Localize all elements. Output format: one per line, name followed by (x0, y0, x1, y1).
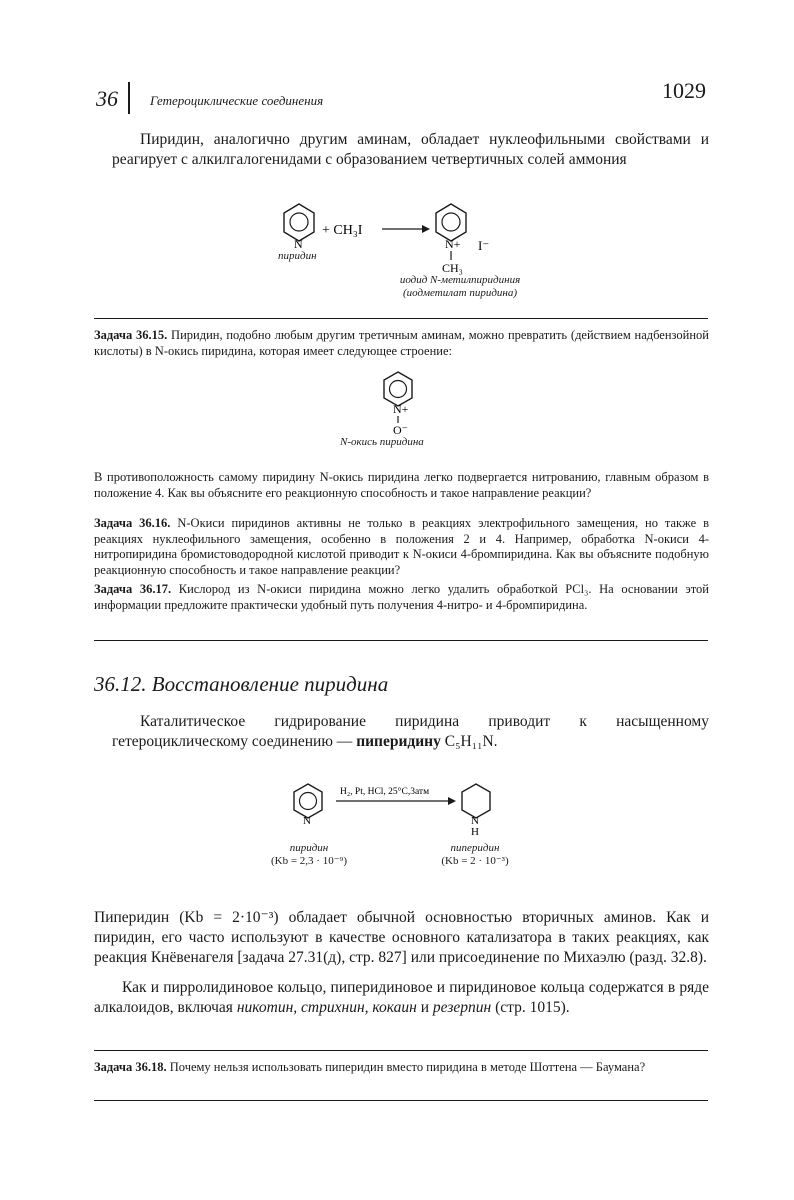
pyridinium-n-atom: N+ (445, 237, 461, 251)
pyridine-caption (254, 842, 364, 868)
task-36-15-text: Пиридин, подобно любым другим третичным аминам, можно превратить (действием надбензойной кислоты) в N-окись пиридина, которая имеет следующее строение: (94, 328, 709, 358)
paragraph-2-end: (стр. 1015). (491, 999, 570, 1016)
task-36-17-text: Кислород из N-окиси пиридина можно легко удалить обработкой PCl₃. На основании этой информации предложите практически удобный путь получения 4-нитро- и 4-бромпиридина. (94, 582, 709, 612)
pyridine-label-2: пиридин (289, 842, 329, 854)
hydrogenation-arrow (336, 797, 456, 805)
n-oxide-n-atom: N+ (393, 402, 409, 416)
product-caption (360, 274, 560, 300)
n-oxide-paragraph: В противоположность самому пиридину N-окись пиридина легко подвергается нитрованию, главным образом в положение 4. Как вы объясните его реакционную способность и такое направление реакции? (94, 470, 709, 500)
methyl-group: CH₃ (442, 261, 463, 275)
pyridine-label: пиридин (278, 250, 317, 262)
task-36-16-text: N-Окиси пиридинов активны не только в реакциях электрофильного замещения, но также в реакциях нуклеофильного замещения, особенно в положения 2 и 4. Например, обработка N-окиси 4-нитропиридина бромистоводородной кислотой приводит к N-окиси 4-бромпиридина. Как вы объясните подобную реакционную способность и такое направление реакции? (94, 516, 709, 577)
task-36-16-label: Задача 36.16. (94, 516, 171, 530)
reaction-arrow (382, 225, 430, 233)
piperidine-term: пиперидину (356, 733, 441, 750)
task-36-16 (94, 516, 709, 578)
pyridine-n-atom: N (294, 237, 303, 251)
running-title: Гетероциклические соединения (150, 93, 324, 108)
piperidine-kb: (Kb = 2 · 10⁻³) (441, 855, 509, 867)
task-36-17 (94, 582, 709, 613)
piperidine-n-atom: N (471, 815, 479, 827)
task-divider-bottom (94, 640, 708, 641)
task-36-15 (94, 328, 709, 359)
product-label-line-2: (иодметилат пиридина) (402, 287, 518, 299)
section-heading: 36.12. Восстановление пиридина (94, 672, 389, 696)
alkaloids-list: никотин, стрихнин, кокаин (236, 999, 417, 1016)
n-oxide-o-atom: O⁻ (393, 423, 408, 437)
pyridine-n-atom-2: N (303, 815, 311, 827)
n-oxide-label: N-окись пиридина (340, 436, 424, 448)
task-36-18-divider-top (94, 1050, 708, 1051)
task-36-17-label: Задача 36.17. (94, 582, 172, 596)
and-word: и (416, 999, 433, 1016)
methylpyridinium-ring-structure (436, 204, 489, 275)
pyridine-n-oxide-diagram (370, 368, 450, 438)
piperidine-paragraph-2 (94, 978, 709, 1018)
chapter-number: 36 (96, 86, 118, 111)
page-number: 1029 (662, 78, 706, 103)
product-label-line-1: иодид N-метилпиридиния (399, 274, 521, 286)
piperidine-h-atom: H (471, 826, 479, 838)
reserpine-term: резерпин (432, 999, 492, 1016)
reaction-conditions: H₂, Pt, HCl, 25°C,3атм (340, 787, 430, 797)
task-36-18 (94, 1060, 709, 1076)
piperidine-ring-structure (462, 784, 490, 838)
iodide-ion: I⁻ (478, 238, 490, 253)
piperidine-formula: C₅H₁₁N. (440, 733, 498, 750)
intro-paragraph: Пиридин, аналогично другим аминам, обладает нуклеофильными свойствами и реагирует с алкилгалогенидами с образованием четвертичных солей аммония (112, 131, 709, 168)
piperidine-paragraph-1: Пиперидин (Kb = 2·10⁻³) обладает обычной основностью вторичных аминов. Как и пиридин, его часто используют в качестве основного катализатора в таких реакциях, как реакция Кнёвенагеля [задача 27.31(д), стр. 827] или присоединение по Михаэлю (разд. 32.8). (94, 909, 709, 966)
piperidine-label: пиперидин (450, 842, 500, 854)
pyridine-ring-structure (284, 204, 314, 251)
piperidine-caption (420, 842, 530, 868)
task-36-18-divider-bottom (94, 1100, 708, 1101)
methyl-iodide-reagent: + CH₃I (322, 223, 363, 238)
paragraph-2-start: Как и пирролидиновое кольцо, пиперидиновое и пиридиновое кольца содержатся в ряде алкалоидов, включая (94, 979, 709, 1016)
section-paragraph (112, 712, 709, 752)
header-divider (128, 82, 130, 114)
pyridine-ring-structure-2 (294, 784, 322, 827)
hydrogenation-reaction-diagram (280, 780, 520, 840)
section-paragraph-text: Каталитическое гидрирование пиридина приводит к насыщенному гетероциклическому соединению — (112, 713, 709, 750)
task-divider-top (94, 318, 708, 319)
task-36-18-label: Задача 36.18. (94, 1060, 167, 1074)
task-36-15-label: Задача 36.15. (94, 328, 168, 342)
pyridine-kb: (Kb = 2,3 · 10⁻⁹) (270, 855, 348, 867)
task-36-18-text: Почему нельзя использовать пиперидин вместо пиридина в методе Шоттена — Баумана? (166, 1060, 646, 1074)
